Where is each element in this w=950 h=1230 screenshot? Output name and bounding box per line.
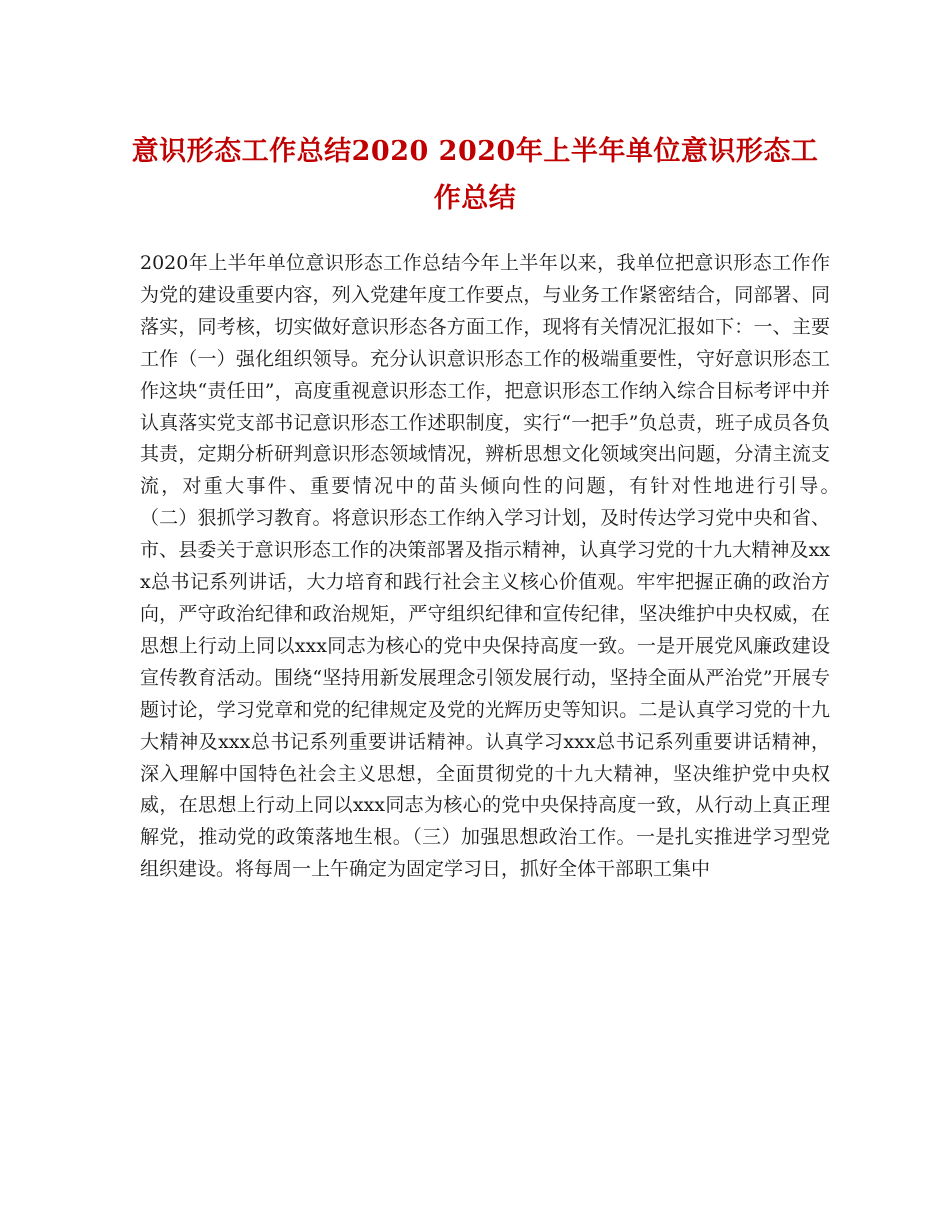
document-body-paragraph: 2020年上半年单位意识形态工作总结今年上半年以来，我单位把意识形态工作作为党的建设重要内容，列入党建年度工作要点，与业务工作紧密结合，同部署、同落实，同考核，切实做好意识形态各方面工作，现将有关情况汇报如下：一、主要工作（一）强化组织领导。充分认识意识形态工作的极端重要性，守好意识形态工作这块“责任田”，高度重视意识形态工作，把意识形态工作纳入综合目标考评中并认真落实党支部书记意识形态工作述职制度，实行“一把手”负总责，班子成员各负其责，定期分析研判意识形态领域情况，辨析思想文化领域突出问题，分清主流支流，对重大事件、重要情况中的苗头倾向性的问题，有针对性地进行引导。 （二）狠抓学习教育。将意识形态工作纳入学习计划，及时传达学习党中央和省、市、县委关于意识形态工作的决策部署及指示精神，认真学习党的十九大精神及xxx总书记系列讲话，大力培育和践行社会主义核心价值观。牢牢把握正确的政治方向，严守政治纪律和政治规矩，严守组织纪律和宣传纪律，坚决维护中央权威，在思想上行动上同以xxx同志为核心的党中央保持高度一致。一是开展党风廉政建设宣传教育活动。围绕“坚持用新发展理念引领发展行动，坚持全面从严治党”开展专题讨论，学习党章和党的纪律规定及党的光辉历史等知识。二是认真学习党的十九大精神及xxx总书记系列重要讲话精神。认真学习xxx总书记系列重要讲话精神，深入理解中国特色社会主义思想，全面贯彻党的十九大精神，坚决维护党中央权威，在思想上行动上同以xxx同志为核心的党中央保持高度一致，从行动上真正理解党，推动党的政策落地生根。（三）加强思想政治工作。一是扎实推进学习型党组织建设。将每周一上午确定为固定学习日，抓好全体干部职工集中	[140, 252, 869, 881]
document-title: 意识形态工作总结2020 2020年上半年单位意识形态工作总结	[131, 136, 819, 214]
